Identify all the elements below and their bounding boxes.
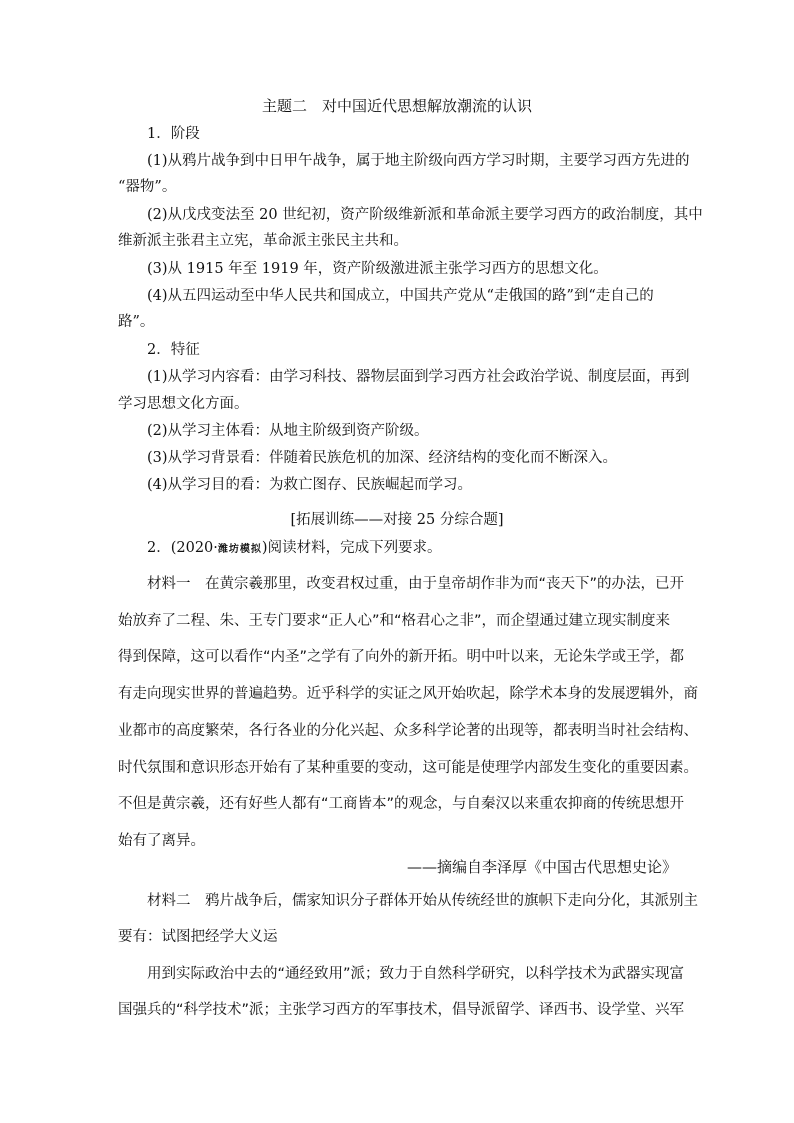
material2-line: 要有：试图把经学大义运 xyxy=(118,929,278,945)
material1-line: 始有了离异。 xyxy=(118,833,205,849)
section1-p4-line2: 路”。 xyxy=(118,314,155,330)
section1-p1-line1: (1)从鸦片战争到中日甲午战争，属于地主阶级向西方学习时期，主要学习西方先进的 xyxy=(147,153,690,169)
section1-p2-line2: 维新派主张君主立宪，革命派主张民主共和。 xyxy=(118,233,408,249)
material2-line: 用到实际政治中去的“通经致用”派；致力于自然科学研究，以科学技术为武器实现富 xyxy=(147,966,685,982)
topic-title: 主题二 对中国近代思想解放潮流的认识 xyxy=(261,97,532,115)
material1-line: 有走向现实世界的普遍趋势。近乎科学的实证之风开始吹起，除学术本身的发展逻辑外，商 xyxy=(118,686,698,702)
section2-p4: (4)从学习目的看：为救亡图存、民族崛起而学习。 xyxy=(147,477,473,493)
section1-p1-line2: “器物”。 xyxy=(118,179,177,195)
section1-heading: 1．阶段 xyxy=(147,126,200,142)
question-source-tag: 潍坊模拟 xyxy=(217,544,262,555)
section1-p4-line1: (4)从五四运动至中华人民共和国成立，中国共产党从“走俄国的路”到“走自己的 xyxy=(147,288,654,304)
question-prefix: 2．(2020· xyxy=(147,540,218,556)
material2-line: 国强兵的“科学技术”派；主张学习西方的军事技术，倡导派留学、译西书、设学堂、兴军 xyxy=(118,1002,685,1018)
section2-p1-line1: (1)从学习内容看：由学习科技、器物层面到学习西方社会政治学说、制度层面，再到 xyxy=(147,369,690,385)
material1-source: ——摘编自李泽厚《中国古代思想史论》 xyxy=(406,858,677,876)
material1-line: 不但是黄宗羲，还有好些人都有“工商皆本”的观念，与自秦汉以来重农抑商的传统思想开 xyxy=(118,796,685,812)
material1-line: 得到保障，这可以看作“内圣”之学有了向外的新开拓。明中叶以来，无论朱学或王学，都 xyxy=(118,649,685,665)
material1-line: 时代氛围和意识形态开始有了某种重要的变动，这可能是使理学内部发生变化的重要因素。 xyxy=(118,760,698,776)
section2-heading: 2．特征 xyxy=(147,342,200,358)
material1-line: 材料一 在黄宗羲那里，改变君权过重，由于皇帝胡作非为而“丧天下”的办法，已开 xyxy=(147,576,685,592)
question-line xyxy=(147,538,442,560)
material2-line: 材料二 鸦片战争后，儒家知识分子群体开始从传统经世的旗帜下走向分化，其派别主 xyxy=(147,893,698,909)
extension-heading: [拓展训练——对接 25 分综合题] xyxy=(290,512,504,528)
section2-p1-line2: 学习思想文化方面。 xyxy=(118,396,249,412)
section2-p2: (2)从学习主体看：从地主阶级到资产阶级。 xyxy=(147,423,429,439)
material1-line: 始放弃了二程、朱、王专门要求“正人心”和“格君心之非”，而企望通过建立现实制度来 xyxy=(118,613,671,629)
question-suffix: )阅读材料，完成下列要求。 xyxy=(261,540,442,556)
section1-p2-line1: (2)从戊戌变法至 20 世纪初，资产阶级维新派和革命派主要学习西方的政治制度，其中 xyxy=(147,207,703,223)
section2-p3: (3)从学习背景看：伴随着民族危机的加深、经济结构的变化而不断深入。 xyxy=(147,450,618,466)
material1-line: 业都市的高度繁荣，各行各业的分化兴起、众多科学论著的出现等，都表明当时社会结构、 xyxy=(118,723,698,739)
section1-p3: (3)从 1915 年至 1919 年，资产阶级激进派主张学习西方的思想文化。 xyxy=(147,261,608,277)
